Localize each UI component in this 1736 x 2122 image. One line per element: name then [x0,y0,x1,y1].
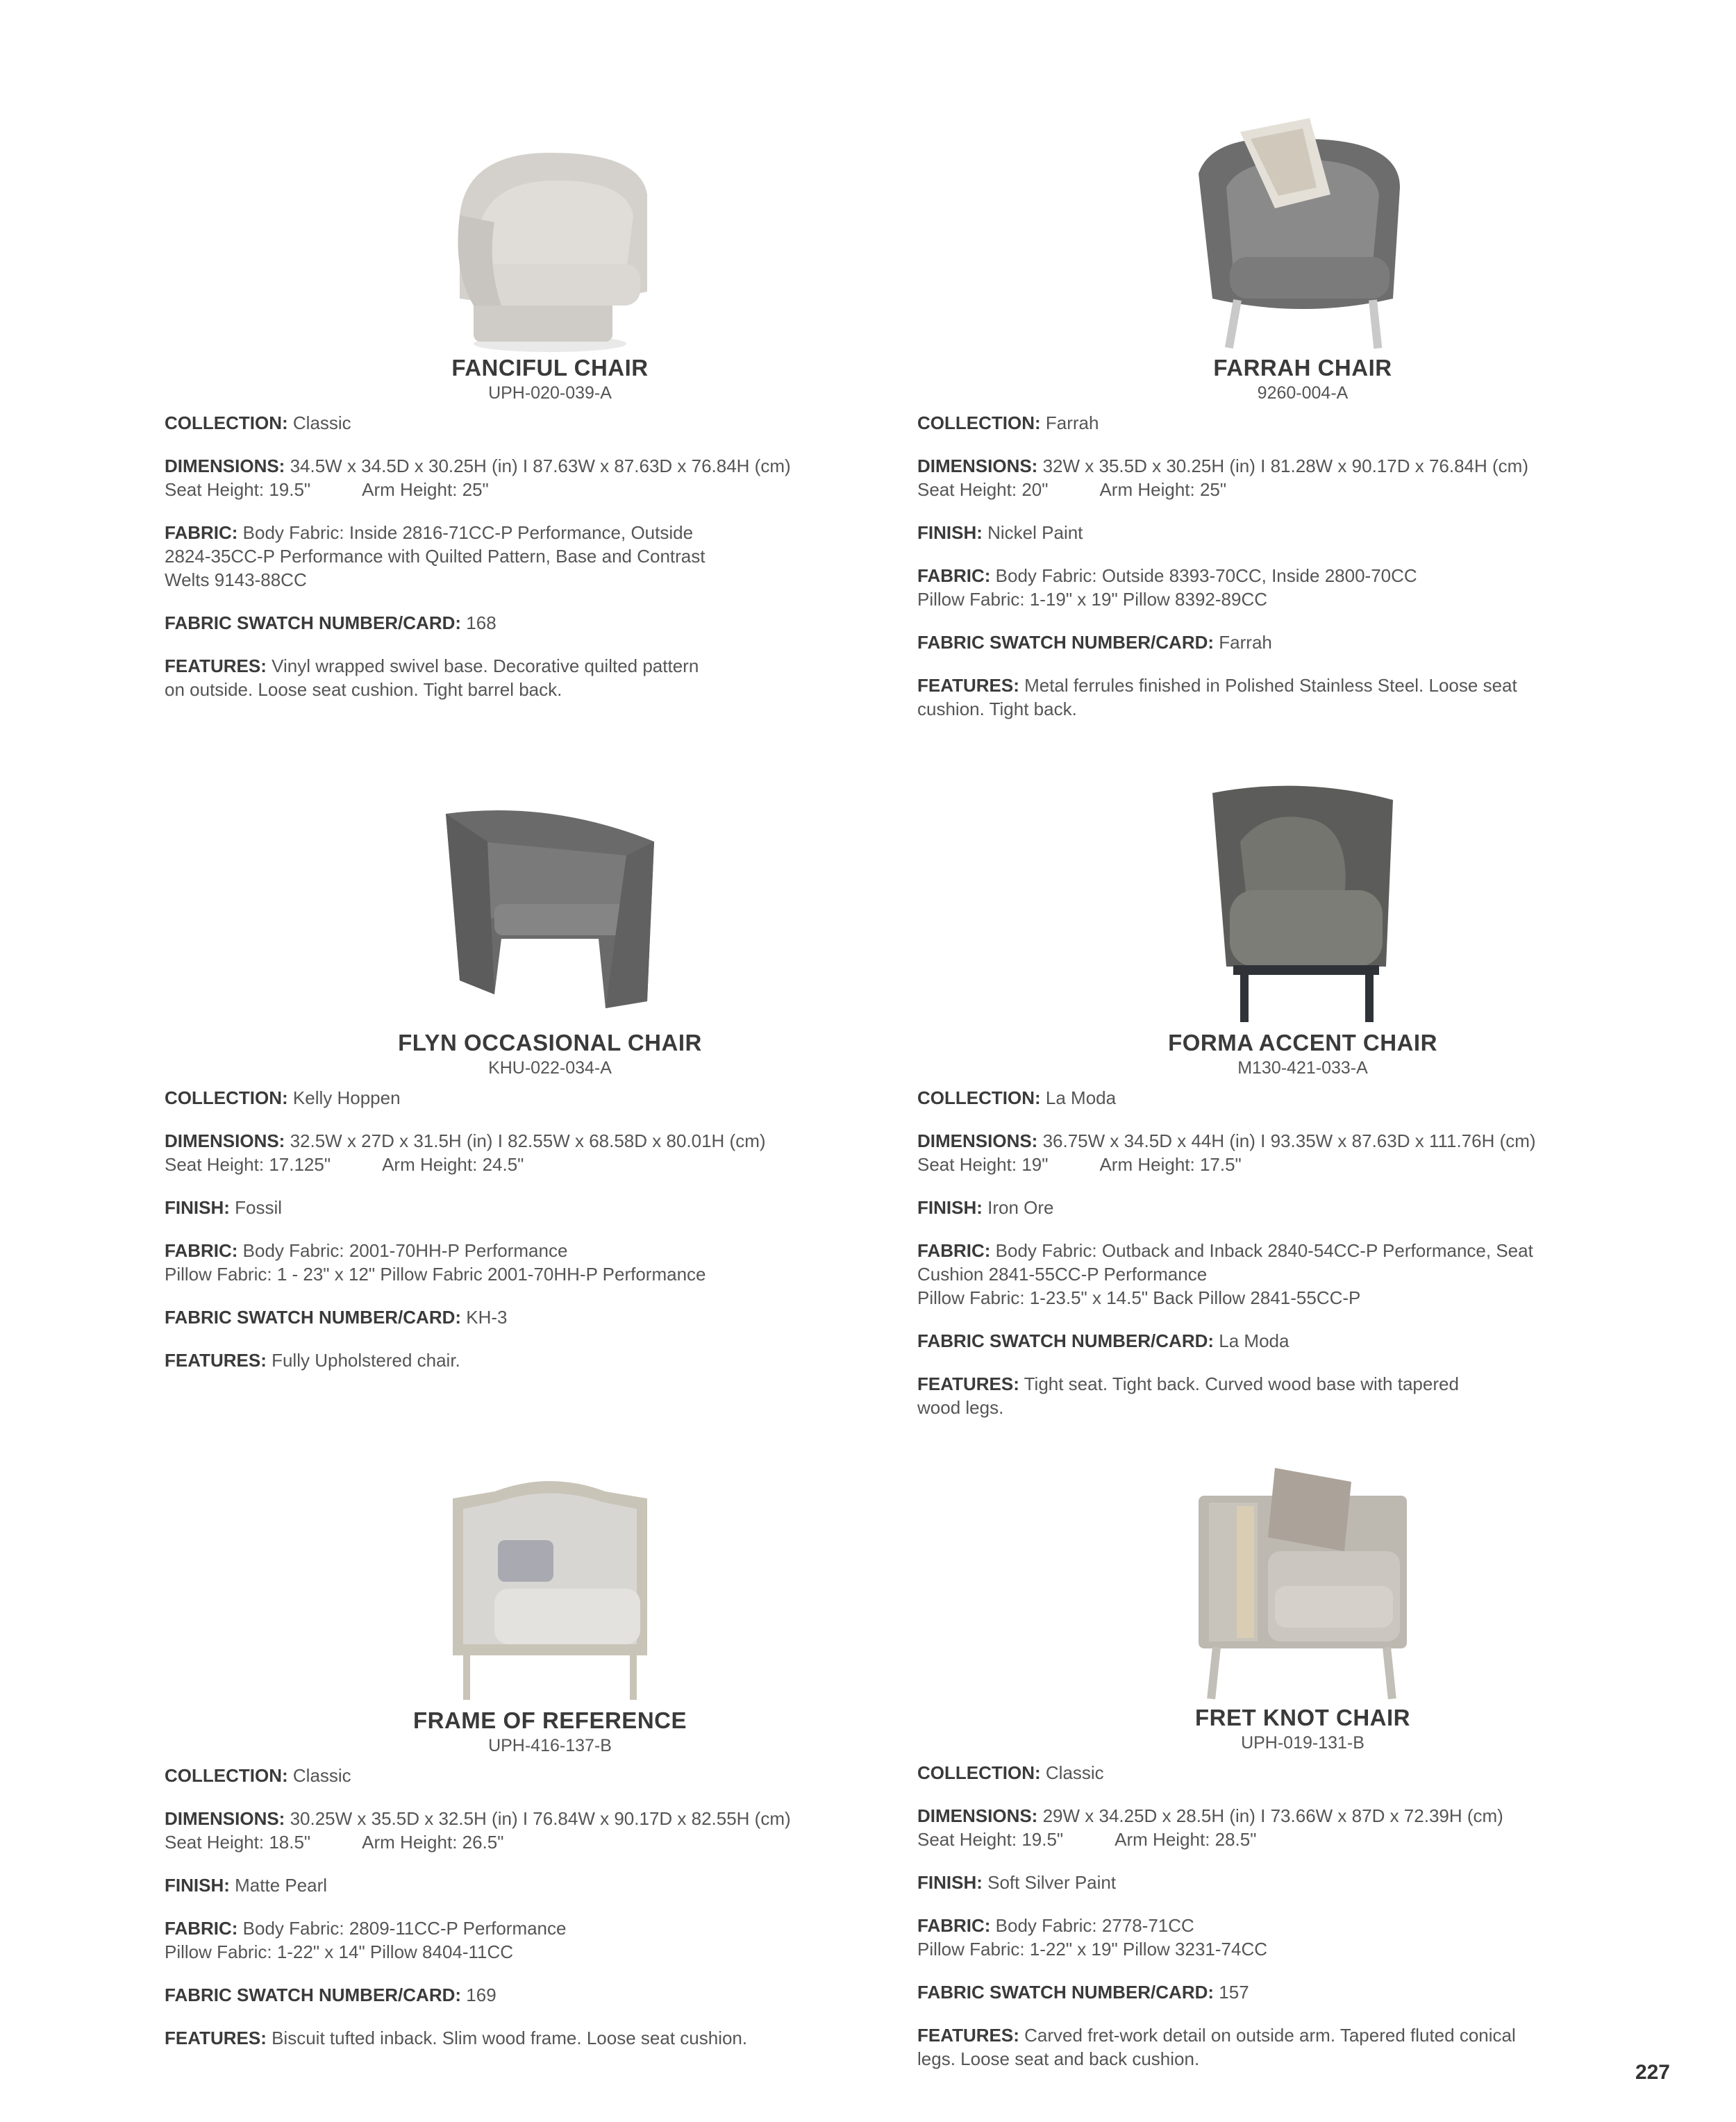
spec-dimensions: DIMENSIONS: 32.5W x 27D x 31.5H (in) I 82.55W x 68.58D x 80.01H (cm) Seat Height: 17.125" Arm Height: 24.5" [165,1130,766,1175]
spec-dimensions: DIMENSIONS: 36.75W x 34.5D x 44H (in) I 93.35W x 87.63D x 111.76H (cm) Seat Height: 19" Arm Height: 17.5" [917,1130,1536,1175]
product-title: FRAME OF REFERENCE [412,1707,687,1733]
product-title: FLYN OCCASIONAL CHAIR [398,1030,702,1055]
spec-features: FEATURES: Metal ferrules finished in Polished Stainless Steel. Loose seat cushion. Tight back. [917,675,1517,719]
spec-swatch: FABRIC SWATCH NUMBER/CARD: La Moda [917,1330,1290,1351]
spec-collection: COLLECTION: La Moda [917,1087,1117,1108]
spec-swatch: FABRIC SWATCH NUMBER/CARD: KH-3 [165,1307,508,1328]
spec-dimensions: DIMENSIONS: 32W x 35.5D x 30.25H (in) I 81.28W x 90.17D x 76.84H (cm) Seat Height: 20" Arm Height: 25" [917,456,1528,500]
spec-fabric: FABRIC: Body Fabric: Outside 8393-70CC, Inside 2800-70CC Pillow Fabric: 1-19" x 19" Pillow 8392-89CC [917,565,1417,610]
product-sku: KHU-022-034-A [488,1058,612,1078]
spec-dimensions: DIMENSIONS: 34.5W x 34.5D x 30.25H (in) I 87.63W x 87.63D x 76.84H (cm) Seat Height: 19.5" Arm Height: 25" [165,456,791,500]
chair-image [1199,779,1407,1029]
spec-dimensions: DIMENSIONS: 29W x 34.25D x 28.5H (in) I 73.66W x 87D x 72.39H (cm) Seat Height: 19.5" Arm Height: 28.5" [917,1805,1503,1850]
product-photo [917,758,1688,1029]
product-sku: UPH-019-131-B [1241,1733,1364,1753]
product-flyn-occasional-chair [165,758,935,1392]
page-number: 227 [1635,2061,1670,2084]
spec-fabric: FABRIC: Body Fabric: Inside 2816-71CC-P Performance, Outside 2824-35CC-P Performance with Quilted Pattern, Base and Contrast Welts 9143-88CC [165,522,706,590]
product-photo [917,1433,1688,1704]
spec-collection: COLLECTION: Classic [165,412,351,433]
spec-finish: FINISH: Soft Silver Paint [917,1872,1117,1893]
product-title: FORMA ACCENT CHAIR [1168,1030,1437,1055]
product-fanciful-chair [165,83,935,721]
product-frame-of-reference [165,1436,935,2069]
chair-image [1171,118,1435,354]
product-photo [165,1436,935,1707]
spec-collection: COLLECTION: Classic [917,1762,1104,1783]
spec-fabric: FABRIC: Body Fabric: 2809-11CC-P Performance Pillow Fabric: 1-22" x 14" Pillow 8404-11CC [165,1918,567,1962]
product-fret-knot-chair [917,1433,1688,2090]
spec-features: FEATURES: Vinyl wrapped swivel base. Decorative quilted pattern on outside. Loose seat cushion. Tight barrel back. [165,655,699,700]
spec-finish: FINISH: Nickel Paint [917,522,1083,543]
spec-swatch: FABRIC SWATCH NUMBER/CARD: Farrah [917,632,1272,653]
product-forma-accent-chair [917,758,1688,1439]
spec-features: FEATURES: Biscuit tufted inback. Slim wood frame. Loose seat cushion. [165,2028,748,2048]
product-title: FARRAH CHAIR [1213,355,1392,381]
chair-image [418,1464,682,1707]
spec-features: FEATURES: Fully Upholstered chair. [165,1350,460,1371]
chair-image [1171,1461,1435,1704]
product-photo [165,758,935,1029]
spec-fabric: FABRIC: Body Fabric: 2001-70HH-P Performance Pillow Fabric: 1 - 23" x 12" Pillow Fabric 2001-70HH-P Performance [165,1240,706,1285]
product-title: FANCIFUL CHAIR [451,355,649,381]
product-sku: UPH-416-137-B [488,1736,612,1755]
spec-swatch: FABRIC SWATCH NUMBER/CARD: 169 [165,1985,496,2005]
spec-collection: COLLECTION: Farrah [917,412,1099,433]
spec-finish: FINISH: Fossil [165,1197,283,1218]
chair-image [418,800,682,1029]
product-sku: 9260-004-A [1257,383,1349,403]
product-sku: UPH-020-039-A [488,383,612,403]
product-photo [165,83,935,354]
spec-fabric: FABRIC: Body Fabric: 2778-71CC Pillow Fabric: 1-22" x 19" Pillow 3231-74CC [917,1915,1268,1960]
spec-collection: COLLECTION: Classic [165,1765,351,1786]
spec-finish: FINISH: Iron Ore [917,1197,1054,1218]
product-title: FRET KNOT CHAIR [1195,1705,1410,1730]
spec-swatch: FABRIC SWATCH NUMBER/CARD: 168 [165,612,496,633]
product-sku: M130-421-033-A [1237,1058,1368,1078]
product-photo [917,83,1688,354]
spec-fabric: FABRIC: Body Fabric: Outback and Inback 2840-54CC-P Performance, Seat Cushion 2841-55CC-P Performance Pillow Fabric: 1-23.5" x 14.5" Back Pillow 2841-55CC-P [917,1240,1533,1308]
product-farrah-chair [917,83,1688,740]
spec-collection: COLLECTION: Kelly Hoppen [165,1087,401,1108]
chair-image [418,132,682,354]
spec-swatch: FABRIC SWATCH NUMBER/CARD: 157 [917,1982,1249,2003]
spec-features: FEATURES: Tight seat. Tight back. Curved wood base with tapered wood legs. [917,1373,1459,1418]
spec-finish: FINISH: Matte Pearl [165,1875,328,1896]
spec-features: FEATURES: Carved fret-work detail on outside arm. Tapered fluted conical legs. Loose seat and back cushion. [917,2025,1516,2069]
spec-dimensions: DIMENSIONS: 30.25W x 35.5D x 32.5H (in) I 76.84W x 90.17D x 82.55H (cm) Seat Height: 18.5" Arm Height: 26.5" [165,1808,791,1853]
